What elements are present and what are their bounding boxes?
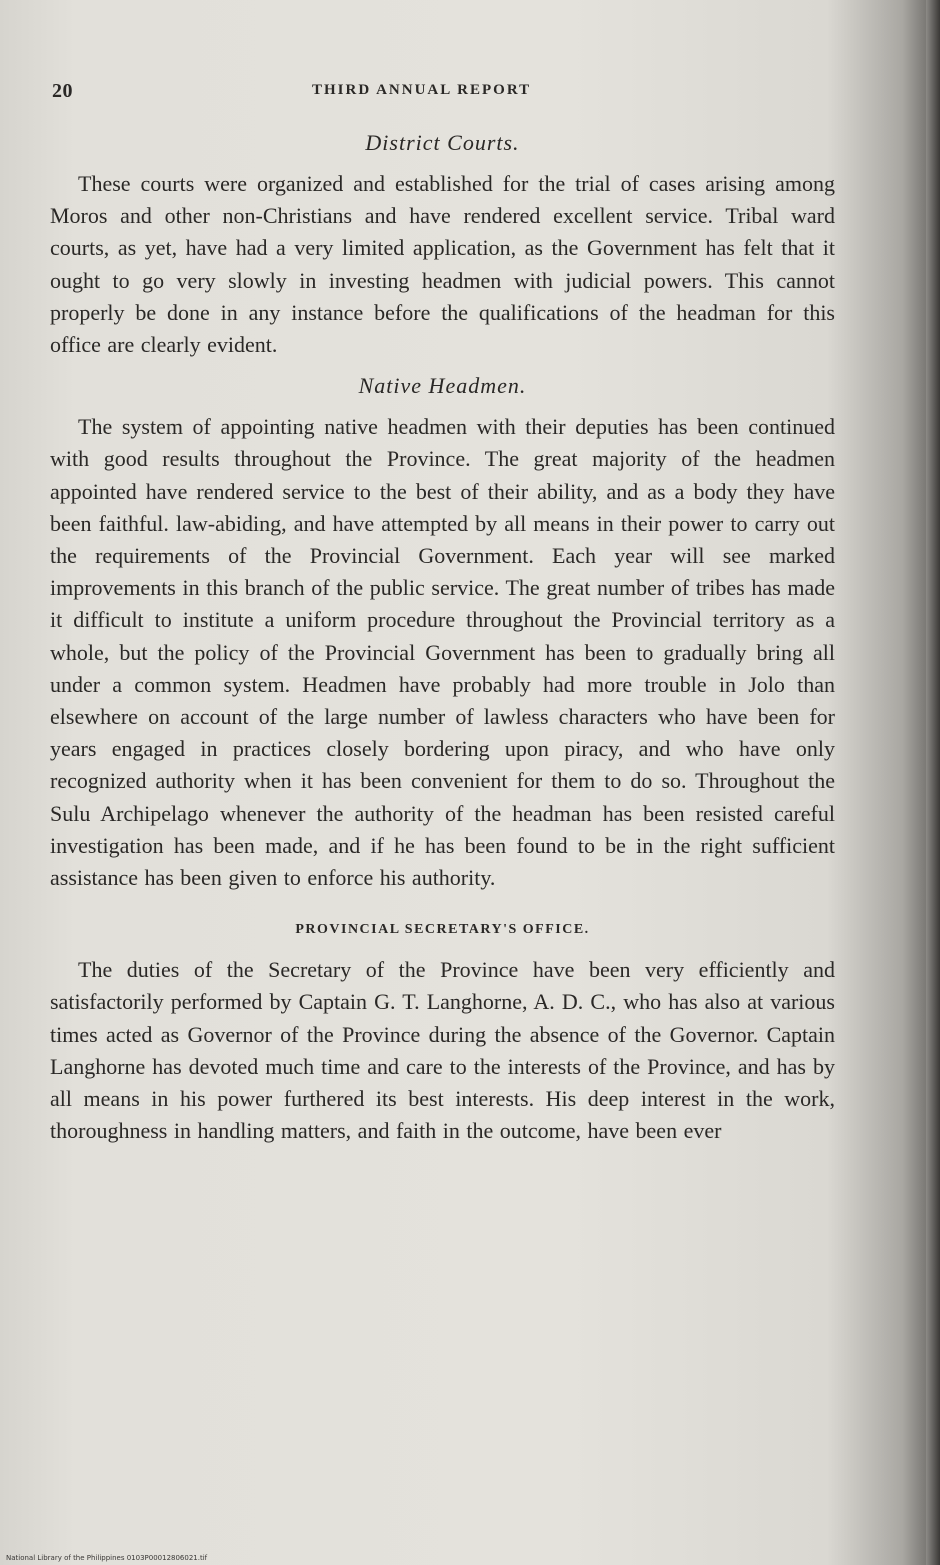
paragraph-native-headmen: The system of appointing native headmen with their deputies has been continued with good results throughout the Province. The great majority of the headmen appointed have rendered service to the best of their ability, and as a body they have been faithful. law-abiding, and have attempted by all means in their power to carry out the requirements of the Provincial Government. Each year will see marked improvements in this branch of the public service. The great number of tribes has made it difficult to institute a uniform procedure throughout the Provincial territory as a whole, but the policy of the Provincial Government has been to gradually bring all under a common system. Headmen have probably had more trouble in Jolo than elsewhere on account of the large number of lawless characters who have been for years engaged in practices closely bordering upon piracy, and who have only recognized authority when it has been convenient for them to do so. Throughout the Sulu Archipelago whenever the authority of the headman has been resisted careful investigation has been made, and if he has been found to be in the right sufficient assistance has been given to enforce his authority. xyxy=(50,414,835,891)
scan-footer-label: National Library of the Philippines 0103P00012806021.tif xyxy=(6,1554,208,1562)
page-number: 20 xyxy=(52,80,73,102)
running-head: THIRD ANNUAL REPORT xyxy=(312,82,532,98)
section-title-provincial-secretary: PROVINCIAL SECRETARY'S OFFICE. xyxy=(295,922,590,938)
page-header xyxy=(52,80,832,108)
paragraph-district-courts: These courts were organized and established for the trial of cases arising among Moros and other non-Christians and have rendered excellent service. Tribal ward courts, as yet, have had a very limited application, as the Government has felt that it ought to go very slowly in investing headmen with judicial powers. This cannot properly be done in any instance before the qualifications of the headman for this office are clearly evident. xyxy=(50,171,835,358)
page-body xyxy=(50,128,835,1147)
book-spine-shadow xyxy=(926,0,940,1565)
section-title-district-courts: District Courts. xyxy=(365,130,520,155)
paragraph-provincial-secretary: The duties of the Secretary of the Province have been very efficiently and satisfactorily performed by Captain G. T. Langhorne, A. D. C., who has also at various times acted as Governor of the Province during the absence of the Governor. Captain Langhorne has devoted much time and care to the interests of the Province, and has by all means in his power furthered its best interests. His deep interest in the work, thoroughness in handling matters, and faith in the outcome, have been ever xyxy=(50,957,835,1144)
section-title-native-headmen: Native Headmen. xyxy=(358,373,527,399)
